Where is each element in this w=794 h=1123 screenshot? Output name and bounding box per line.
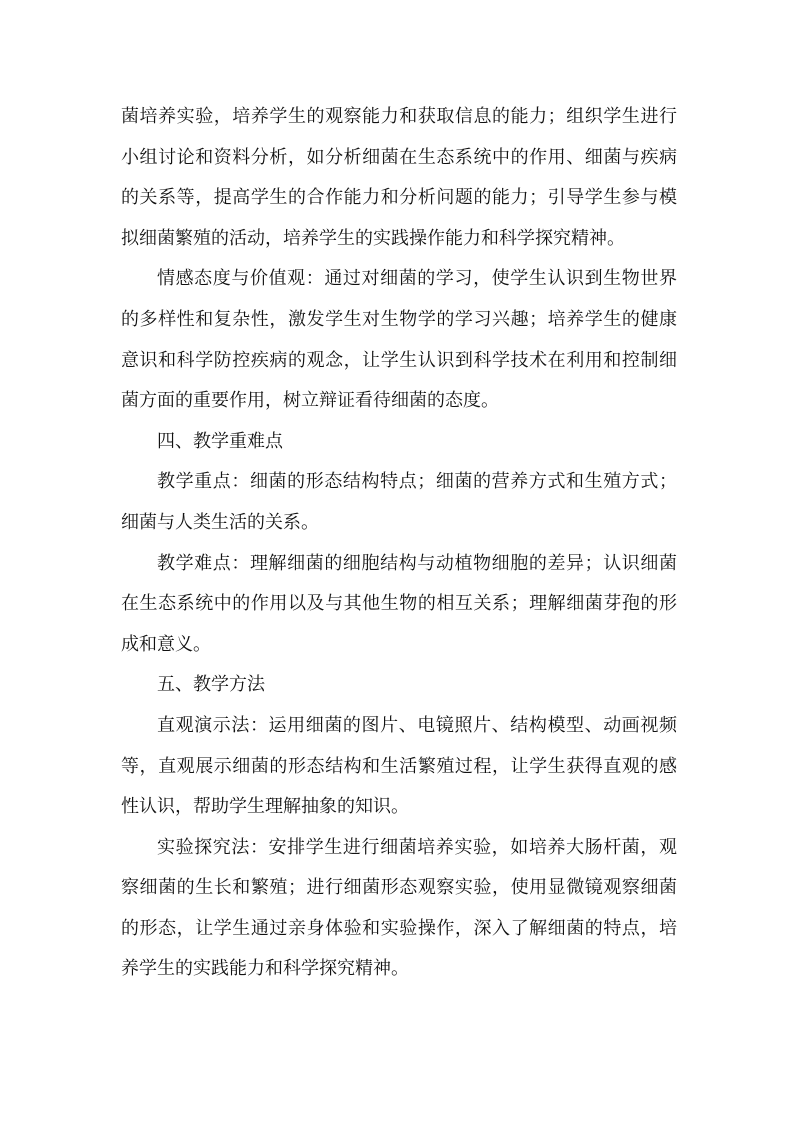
paragraph-experiment-method: 实验探究法：安排学生进行细菌培养实验，如培养大肠杆菌，观察细菌的生长和繁殖；进行细菌形态观察实验，使用显微镜观察细菌的形态，让学生通过亲身体验和实验操作，深入了解细菌的特点，培养学生的实践能力和科学探究精神。	[121, 836, 677, 980]
paragraph-continuation: 菌培养实验，培养学生的观察能力和获取信息的能力；组织学生进行小组讨论和资料分析，如分析细菌在生态系统中的作用、细菌与疾病的关系等，提高学生的合作能力和分析问题的能力；引导学生参与模拟细菌繁殖的活动，培养学生的实践操作能力和科学探究精神。	[121, 106, 677, 249]
paragraph-teaching-focus: 教学重点：细菌的形态结构特点；细菌的营养方式和生殖方式；细菌与人类生活的关系。	[121, 471, 677, 533]
document-body	[121, 97, 677, 990]
paragraph-teaching-difficulty: 教学难点：理解细菌的细胞结构与动植物细胞的差异；认识细菌在生态系统中的作用以及与其他生物的相互关系；理解细菌芽孢的形成和意义。	[121, 552, 677, 655]
section-heading-key-difficult-points: 四、教学重难点	[157, 430, 283, 452]
paragraph-attitudes-values: 情感态度与价值观：通过对细菌的学习，使学生认识到生物世界的多样性和复杂性，激发学生对生物学的学习兴趣；培养学生的健康意识和科学防控疾病的观念，让学生认识到科学技术在利用和控制细菌方面的重要作用，树立辩证看待细菌的态度。	[121, 268, 677, 412]
section-heading-teaching-methods: 五、教学方法	[157, 674, 265, 696]
paragraph-demonstration-method: 直观演示法：运用细菌的图片、电镜照片、结构模型、动画视频等，直观展示细菌的形态结构和生活繁殖过程，让学生获得直观的感性认识，帮助学生理解抽象的知识。	[121, 714, 677, 818]
